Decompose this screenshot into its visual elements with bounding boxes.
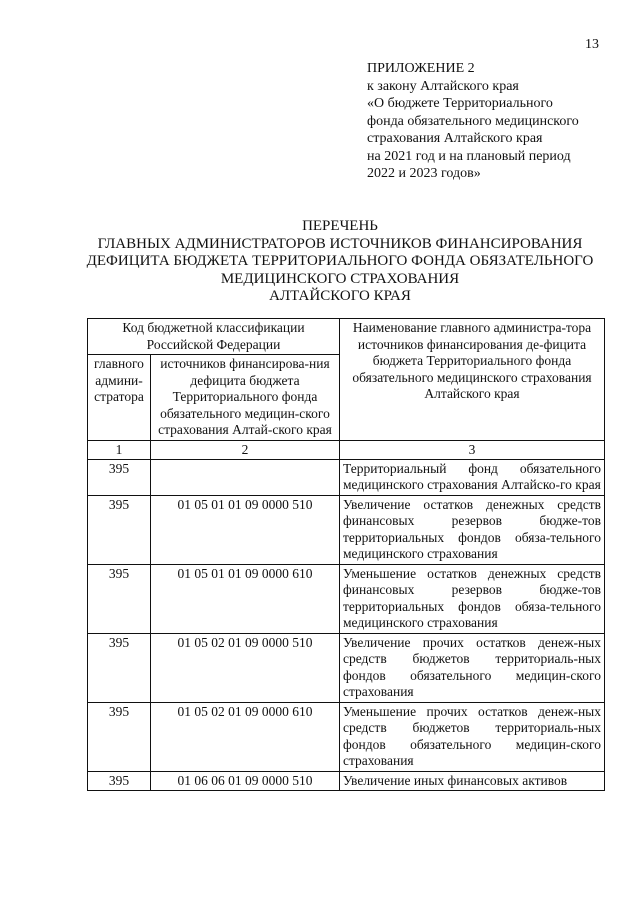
appendix-line: 2022 и 2023 годов» xyxy=(367,166,481,181)
title-line: ПЕРЕЧЕНЬ xyxy=(302,218,378,234)
header-financing-sources: источников финансирова-ния дефицита бюджета Территориального фонда обязательного медицин-ского страхования Алтай-ского края xyxy=(151,355,340,441)
appendix-line: «О бюджете Территориального xyxy=(367,96,553,111)
title-line: МЕДИЦИНСКОГО СТРАХОВАНИЯ xyxy=(220,270,460,287)
column-number: 3 xyxy=(340,440,605,459)
table-header-row xyxy=(88,319,605,355)
header-main-administrator: главного админи-стратора xyxy=(88,355,151,441)
appendix-line: ПРИЛОЖЕНИЕ 2 xyxy=(367,61,475,76)
source-code: 01 05 02 01 09 0000 610 xyxy=(151,702,340,771)
appendix-line: фонда обязательного медицинского xyxy=(367,113,579,129)
appendix-header xyxy=(367,60,579,183)
source-code xyxy=(151,459,340,495)
appendix-line: к закону Алтайского края xyxy=(367,78,519,94)
title-line: АЛТАЙСКОГО КРАЯ xyxy=(269,288,411,304)
source-name: Уменьшение прочих остатков денеж-ных средств бюджетов территориаль-ных фондов обязательного медицин-ского страхования xyxy=(340,702,605,771)
admin-code: 395 xyxy=(88,633,151,702)
source-code: 01 06 06 01 09 0000 510 xyxy=(151,771,340,791)
admin-code: 395 xyxy=(88,495,151,564)
title-line: ГЛАВНЫХ АДМИНИСТРАТОРОВ ИСТОЧНИКОВ ФИНАНСИРОВАНИЯ xyxy=(97,235,583,252)
table-row xyxy=(88,702,605,771)
column-number: 2 xyxy=(151,440,340,459)
column-number: 1 xyxy=(88,440,151,459)
source-name: Увеличение остатков денежных средств финансовых резервов бюдже-тов территориальных фондов обяза-тельного медицинского страхования xyxy=(340,495,605,564)
title-line: ДЕФИЦИТА БЮДЖЕТА ТЕРРИТОРИАЛЬНОГО ФОНДА ОБЯЗАТЕЛЬНОГО xyxy=(86,253,594,269)
source-name: Увеличение иных финансовых активов xyxy=(340,771,605,791)
header-budget-classification: Код бюджетной классификации Российской Федерации xyxy=(88,319,340,355)
source-name: Уменьшение остатков денежных средств финансовых резервов бюдже-тов территориальных фондов обяза-тельного медицинского страхования xyxy=(340,564,605,633)
table-row xyxy=(88,564,605,633)
header-administrator-name: Наименование главного администра-тора источников финансирования де-фицита бюджета Территориального фонда обязательного медицинского страхования Алтайского края xyxy=(340,319,605,441)
appendix-line: на 2021 год и на плановый период xyxy=(367,148,571,164)
page-number: 13 xyxy=(585,37,599,52)
table-row xyxy=(88,633,605,702)
source-code: 01 05 02 01 09 0000 510 xyxy=(151,633,340,702)
admin-code: 395 xyxy=(88,459,151,495)
document-title xyxy=(40,218,639,306)
admin-code: 395 xyxy=(88,564,151,633)
table-row xyxy=(88,771,605,791)
source-code: 01 05 01 01 09 0000 610 xyxy=(151,564,340,633)
admin-code: 395 xyxy=(88,771,151,791)
source-name: Территориальный фонд обязательного медицинского страхования Алтайско-го края xyxy=(340,459,605,495)
source-code: 01 05 01 01 09 0000 510 xyxy=(151,495,340,564)
appendix-line: страхования Алтайского края xyxy=(367,131,543,146)
table-row xyxy=(88,459,605,495)
source-name: Увеличение прочих остатков денеж-ных средств бюджетов территориаль-ных фондов обязательного медицин-ского страхования xyxy=(340,633,605,702)
administrators-table xyxy=(87,318,605,791)
admin-code: 395 xyxy=(88,702,151,771)
column-number-row xyxy=(88,440,605,459)
table-row xyxy=(88,495,605,564)
